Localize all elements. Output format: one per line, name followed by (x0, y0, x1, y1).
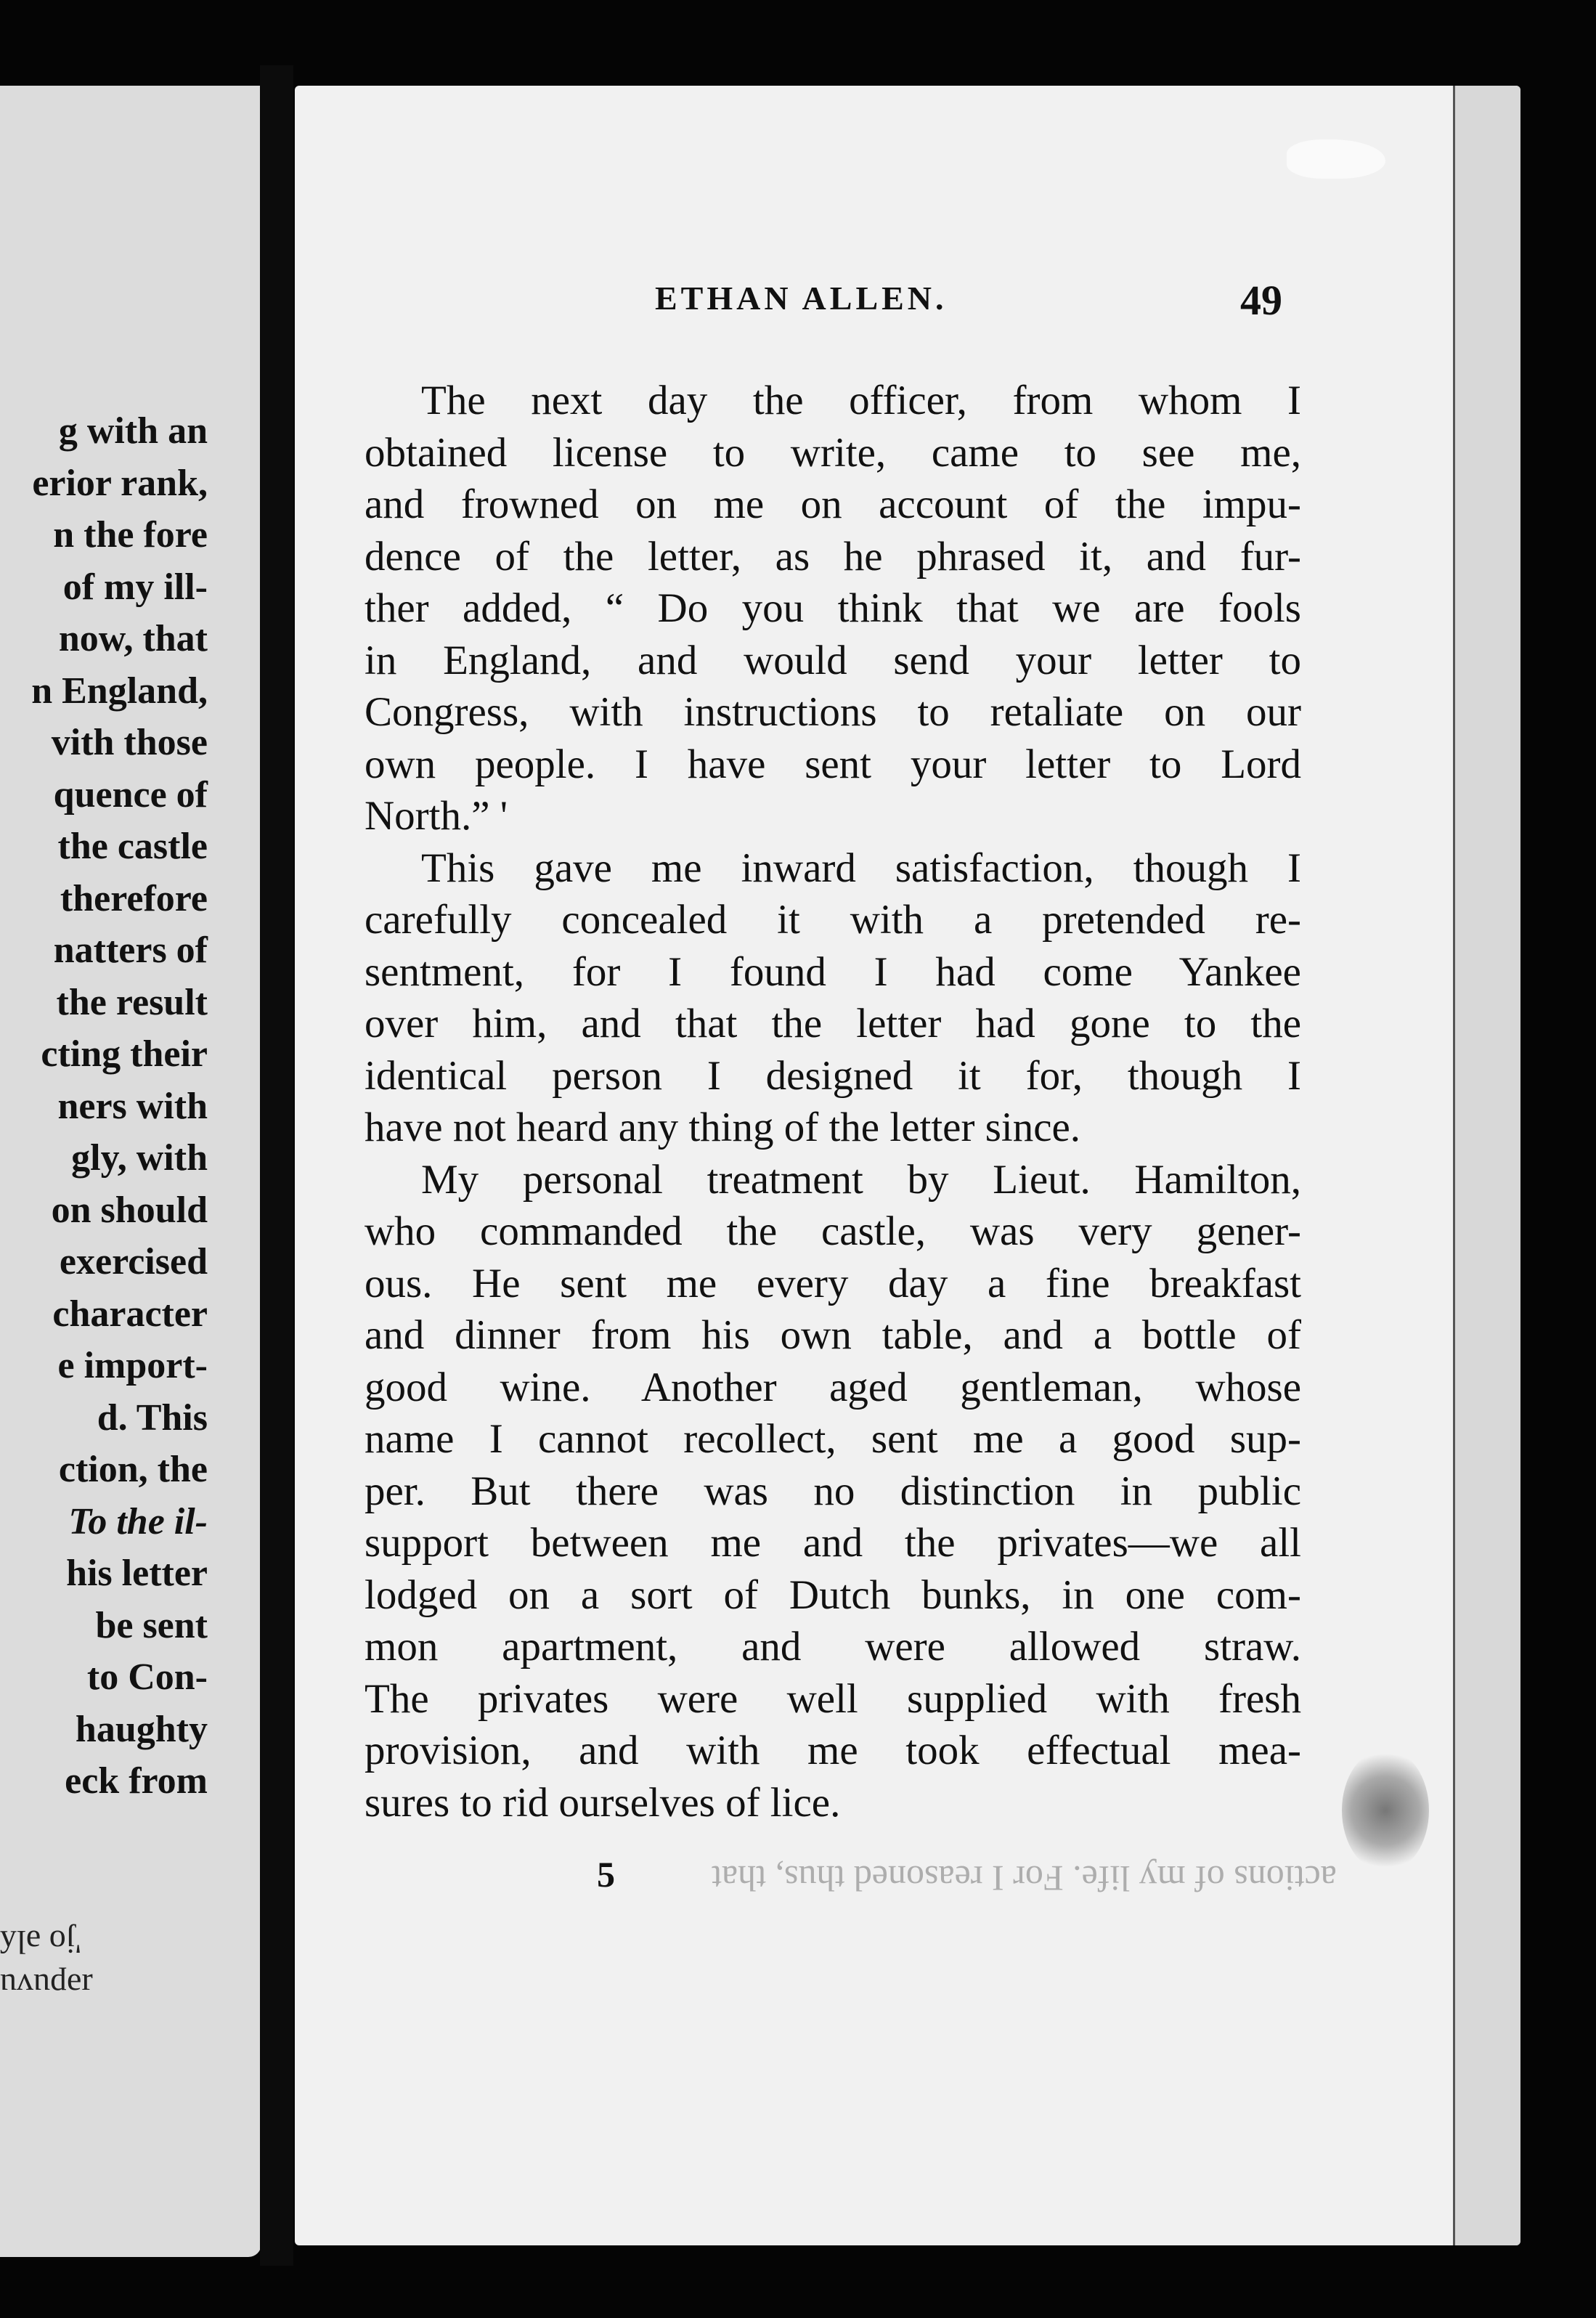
text-line: identical person I designed it for, though I (365, 1052, 1301, 1099)
text-line: sures to rid ourselves of lice. (365, 1779, 841, 1826)
left-line: the castle (57, 826, 208, 867)
left-line: gly, with (71, 1137, 208, 1179)
left-line: therefore (60, 877, 208, 919)
left-page-text (0, 405, 208, 1807)
left-line: e import- (57, 1345, 208, 1386)
left-page (0, 86, 261, 2257)
page-number: 49 (1240, 277, 1282, 324)
left-line: n the fore (53, 514, 208, 556)
bleed-line: ɹəpuvu (0, 1967, 93, 2004)
left-line: g with an (58, 410, 208, 452)
text-line: good wine. Another aged gentleman, whose (365, 1364, 1301, 1410)
text-line: North.” ' (365, 793, 508, 839)
signature-mark: 5 (597, 1854, 615, 1895)
text-line: Congress, with instructions to retaliate on our (365, 689, 1301, 735)
text-line: dence of the letter, as he phrased it, and fur- (365, 533, 1301, 580)
text-line: who commanded the castle, was very gener- (365, 1208, 1301, 1254)
bleed-line: 'jo əlʎ (0, 1924, 81, 1961)
left-line: ction, the (58, 1449, 208, 1490)
text-line: The privates were well supplied with fresh (365, 1675, 1301, 1722)
text-line: name I cannot recollect, sent me a good sup- (365, 1416, 1301, 1462)
paper-blemish (1287, 139, 1385, 179)
left-line: n England, (31, 670, 208, 712)
left-line: haughty (75, 1708, 208, 1750)
page-edge (1453, 86, 1520, 2245)
text-line: ther added, “ Do you think that we are fools (365, 585, 1301, 631)
left-line: exercised (59, 1241, 208, 1282)
ink-smudge (1342, 1749, 1429, 1872)
text-line: have not heard any thing of the letter since. (365, 1105, 1081, 1150)
book-gutter (260, 65, 293, 2266)
right-page (295, 86, 1520, 2245)
text-line: own people. I have sent your letter to Lord (365, 741, 1301, 787)
text-line: obtained license to write, came to see me, (365, 429, 1301, 476)
text-line: per. But there was no distinction in public (365, 1468, 1301, 1514)
left-line: his letter (66, 1553, 208, 1594)
left-line: vith those (51, 722, 208, 763)
left-line: d. This (97, 1396, 208, 1439)
text-line: and dinner from his own table, and a bottle of (365, 1312, 1301, 1358)
text-line: carefully concealed it with a pretended re- (365, 897, 1301, 943)
left-line: ners with (57, 1085, 208, 1127)
bleed-through-text: actions of my life. For I reasoned thus, that (712, 1858, 1337, 1899)
left-line: to Con- (86, 1656, 208, 1698)
left-line: on should (51, 1189, 208, 1231)
left-line: cting their (41, 1033, 208, 1075)
text-line: support between me and the privates—we all (365, 1520, 1301, 1566)
text-line: over him, and that the letter had gone to the (365, 1001, 1301, 1046)
text-line: The next day the officer, from whom I (421, 378, 1301, 423)
left-line: To the il- (68, 1500, 208, 1542)
left-line: now, that (58, 618, 208, 659)
text-line: provision, and with me took effectual mea- (365, 1728, 1301, 1773)
left-line: erior rank, (32, 462, 208, 504)
left-page-bleed-through (0, 1920, 208, 2007)
text-line: My personal treatment by Lieut. Hamilton, (421, 1156, 1301, 1203)
left-line: be sent (95, 1604, 208, 1646)
text-line: in England, and would send your letter to (365, 637, 1301, 683)
left-line: natters of (53, 930, 208, 971)
left-line: quence of (53, 773, 208, 816)
running-head: ETHAN ALLEN. (655, 280, 948, 317)
left-line: the result (56, 981, 208, 1023)
text-line: This gave me inward satisfaction, though I (421, 845, 1301, 891)
text-line: lodged on a sort of Dutch bunks, in one com- (365, 1571, 1301, 1618)
text-line: sentment, for I found I had come Yankee (365, 948, 1301, 995)
left-line: of my ill- (62, 566, 208, 608)
text-line: ous. He sent me every day a fine breakfast (365, 1260, 1301, 1306)
left-line: eck from (65, 1760, 208, 1802)
text-line: mon apartment, and were allowed straw. (365, 1624, 1301, 1670)
body-text (365, 375, 1301, 1829)
text-line: and frowned on me on account of the impu- (365, 481, 1301, 527)
left-line: character (52, 1293, 208, 1335)
